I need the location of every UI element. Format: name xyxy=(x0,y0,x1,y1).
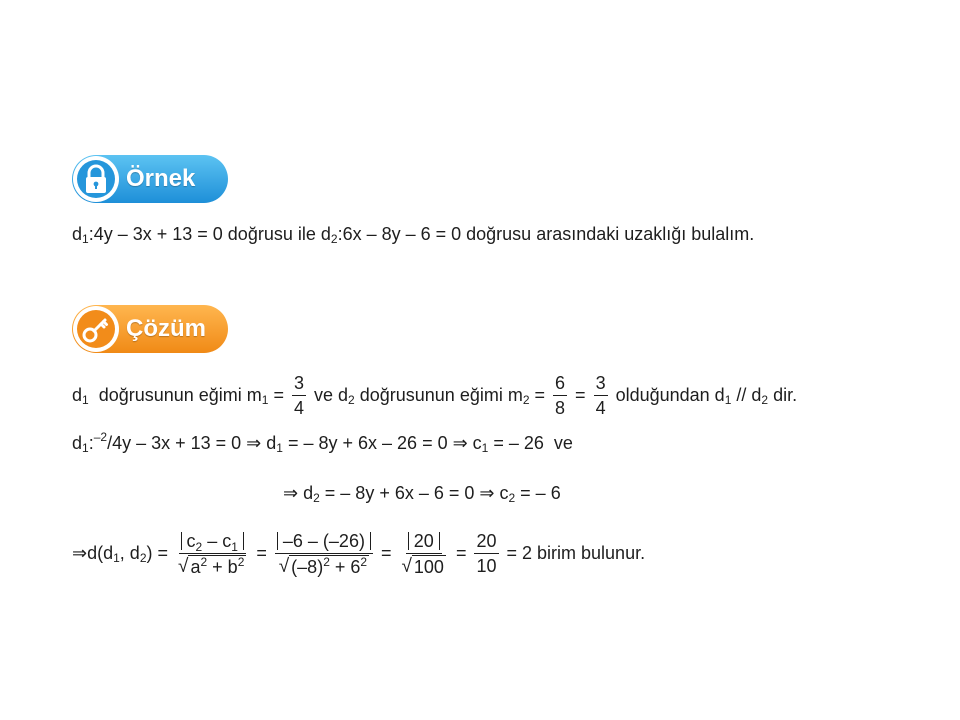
math-text: olduğundan d xyxy=(610,385,725,405)
solution-header xyxy=(72,305,228,353)
substituted-fraction xyxy=(275,530,373,577)
math-text: = – 8y + 6x – 6 = 0 ⇒ c xyxy=(319,483,509,503)
problem-text: :4y – 3x + 13 = 0 doğrusu ile d xyxy=(88,224,331,244)
math-text: = xyxy=(570,385,591,405)
example-title: Örnek xyxy=(126,165,196,192)
square-root: √ $a^2 + b^2$ xyxy=(178,555,245,577)
fraction-denominator xyxy=(277,554,371,577)
superscript: 2 xyxy=(237,555,245,569)
math-text: : xyxy=(88,433,94,453)
math-text: (–8) xyxy=(291,557,324,577)
lock-icon xyxy=(72,155,120,203)
math-text: 100 xyxy=(413,557,444,577)
key-icon xyxy=(72,305,120,353)
square-root: √ 100 xyxy=(401,556,444,577)
math-text: /4y – 3x + 13 = 0 ⇒ d xyxy=(107,433,277,453)
solution-title: Çözüm xyxy=(126,315,206,342)
fraction-numerator xyxy=(179,530,246,554)
fraction-denominator xyxy=(399,554,447,577)
math-text: + b xyxy=(207,557,238,577)
math-text: = xyxy=(268,385,289,405)
math-text: dir. xyxy=(768,385,798,405)
square-root: √ $(-8)^2 + 6^2$ xyxy=(278,555,368,577)
subscript: 1 xyxy=(231,540,238,554)
math-text: d xyxy=(72,385,83,405)
fraction-numerator xyxy=(406,530,442,554)
fraction xyxy=(594,372,608,419)
absolute-value xyxy=(181,531,244,554)
fraction xyxy=(292,372,306,419)
math-text: + 6 xyxy=(329,557,361,577)
math-text: = xyxy=(251,543,272,563)
superscript: 2 xyxy=(323,555,330,569)
solution-line-1: d $_1$ doğrusunun eğimi m $_1$ = $\frac{3}{4}$ ve d $_2$ doğrusunun eğimi m $_2$ = $\frac{6}{8}$ = $\frac{3}{4}$ olduğundan d $_1$ // d $_2$ dir. xyxy=(72,373,798,418)
fraction-numerator xyxy=(275,530,373,554)
math-text: , d xyxy=(119,543,140,563)
math-text: doğrusunun eğimi m xyxy=(354,385,523,405)
math-text: = xyxy=(375,543,397,563)
fraction-numerator: 3 xyxy=(292,372,306,396)
math-text: // d xyxy=(731,385,762,405)
fraction-numerator: 20 xyxy=(474,530,498,554)
math-text: = xyxy=(450,543,472,563)
problem-statement: d $_1$ :4y – 3x + 13 = 0 doğrusu ile d $_2$ :6x – 8y – 6 = 0 doğrusu arasındaki uzaklığı bulalım. xyxy=(72,224,755,246)
example-header xyxy=(72,155,228,203)
math-text: = – 8y + 6x – 26 = 0 ⇒ c xyxy=(282,433,482,453)
math-text: = xyxy=(529,385,551,405)
fraction-numerator: 6 xyxy=(553,372,567,396)
math-text: – c xyxy=(202,531,232,551)
math-text: ve d xyxy=(309,385,349,405)
math-text: = – 26 ve xyxy=(488,433,573,453)
math-text: ⇒ d xyxy=(283,483,314,503)
fraction-denominator: 4 xyxy=(294,398,305,418)
absolute-value xyxy=(277,532,371,550)
solution-line-2: d $_1$ : $^{-2}$ /4y – 3x + 13 = 0 ⇒ d $_1$ = – 8y + 6x – 26 = 0 ⇒ c $_1$ = – 26 ve xyxy=(72,429,573,455)
math-text: = – 6 xyxy=(515,483,561,503)
math-text: d xyxy=(72,433,83,453)
fraction xyxy=(553,372,567,419)
math-text: c xyxy=(186,531,196,551)
result-text: = 2 birim bulunur. xyxy=(501,543,646,563)
absolute-value xyxy=(408,532,440,550)
fraction-denominator: 4 xyxy=(595,398,606,418)
distance-formula-fraction xyxy=(176,530,248,577)
superscript: 2 xyxy=(200,555,208,569)
fraction-numerator: 3 xyxy=(594,372,608,396)
solution-line-3: ⇒ d $_2$ = – 8y + 6x – 6 = 0 ⇒ c $_2$ = – 6 xyxy=(283,483,561,505)
math-text: a xyxy=(190,557,201,577)
problem-text: d xyxy=(72,224,83,244)
math-text: doğrusunun eğimi m xyxy=(88,385,262,405)
simplified-fraction xyxy=(399,530,447,577)
fraction-denominator: 8 xyxy=(555,398,566,418)
problem-text: :6x – 8y – 6 = 0 doğrusu arasındaki uzaklığı bulalım. xyxy=(337,224,755,244)
subscript: 2 xyxy=(195,540,203,554)
superscript: 2 xyxy=(360,555,368,569)
math-text: ⇒d(d xyxy=(72,543,114,563)
math-text: ) = xyxy=(146,543,174,563)
math-text: –6 – (–26) xyxy=(282,531,365,551)
math-text: 20 xyxy=(413,531,434,551)
fraction-denominator: 10 xyxy=(476,556,497,576)
fraction-denominator xyxy=(176,554,248,577)
final-fraction xyxy=(474,530,498,577)
solution-line-4: ⇒d(d $_1$ , d $_2$ ) = $c_2 - c_1$ √ $a^2 + b^2$ = –6 – (–26) √ $(-8)^2 + 6^2$ = 20 √ 100 = $\frac{20}{10}$ = 2 birim bulunur. xyxy=(72,531,646,577)
